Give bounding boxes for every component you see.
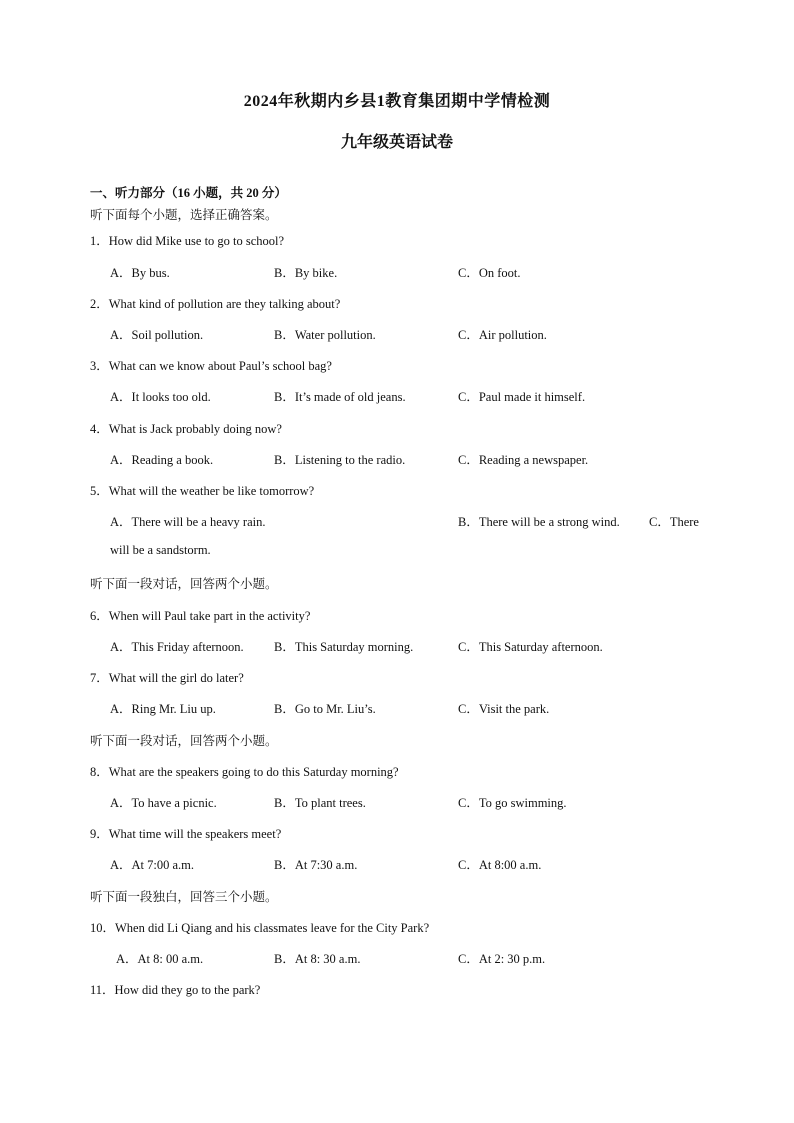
dialogue-instruction-2: 听下面一段对话，回答两个小题。 [90, 734, 278, 748]
section-instruction: 听下面每个小题，选择正确答案。 [90, 208, 278, 222]
exam-title: 2024年秋期内乡县1教育集团期中学情检测 [243, 93, 551, 110]
q8-option-c: C．To go swimming. [458, 796, 567, 810]
q7-option-c: C．Visit the park. [458, 702, 550, 716]
q2-option-a: A．Soil pollution. [110, 328, 204, 342]
monologue-instruction: 听下面一段独白，回答三个小题。 [90, 890, 278, 904]
q9-option-c: C．At 8:00 a.m. [458, 858, 542, 872]
q3-option-a: A．It looks too old. [110, 390, 211, 404]
q1-option-a: A．By bus. [110, 266, 170, 280]
q4-option-b: B．Listening to the radio. [274, 453, 406, 467]
q10-option-b: B．At 8: 30 a.m. [274, 952, 361, 966]
q8-option-b: B．To plant trees. [274, 796, 366, 810]
q5-option-c: C．There [649, 515, 699, 529]
q2-option-b: B．Water pollution. [274, 328, 376, 342]
q1-option-c: C．On foot. [458, 266, 521, 280]
q1-option-b: B．By bike. [274, 266, 338, 280]
q4-option-c: C．Reading a newspaper. [458, 453, 589, 467]
dialogue-instruction-1: 听下面一段对话，回答两个小题。 [90, 577, 278, 591]
q7-option-a: A．Ring Mr. Liu up. [110, 702, 216, 716]
q5-option-b: B．There will be a strong wind. [458, 515, 620, 529]
q3-option-c: C．Paul made it himself. [458, 390, 586, 404]
question-10: 10．When did Li Qiang and his classmates leave for the City Park? [90, 921, 430, 935]
question-11: 11．How did they go to the park? [90, 983, 261, 997]
q4-option-a: A．Reading a book. [110, 453, 214, 467]
section-heading: 一、听力部分（16 小题，共 20 分） [90, 186, 287, 200]
question-1: 1．How did Mike use to go to school? [90, 234, 285, 248]
q3-option-b: B．It’s made of old jeans. [274, 390, 406, 404]
q9-option-a: A．At 7:00 a.m. [110, 858, 195, 872]
q8-option-a: A．To have a picnic. [110, 796, 217, 810]
q6-option-a: A．This Friday afternoon. [110, 640, 244, 654]
q7-option-b: B．Go to Mr. Liu’s. [274, 702, 376, 716]
question-8: 8．What are the speakers going to do this Saturday morning? [90, 765, 399, 779]
question-7: 7．What will the girl do later? [90, 671, 244, 685]
q10-option-c: C．At 2: 30 p.m. [458, 952, 546, 966]
q2-option-c: C．Air pollution. [458, 328, 547, 342]
question-5: 5．What will the weather be like tomorrow? [90, 484, 315, 498]
q5-option-a: A．There will be a heavy rain. [110, 515, 266, 529]
q10-option-a: A．At 8: 00 a.m. [116, 952, 204, 966]
question-6: 6．When will Paul take part in the activity? [90, 609, 311, 623]
question-2: 2．What kind of pollution are they talking about? [90, 297, 341, 311]
q6-option-c: C．This Saturday afternoon. [458, 640, 603, 654]
question-3: 3．What can we know about Paul’s school bag? [90, 359, 332, 373]
question-4: 4．What is Jack probably doing now? [90, 422, 282, 436]
exam-subtitle: 九年级英语试卷 [340, 134, 453, 151]
q5-option-c-continued: will be a sandstorm. [110, 543, 211, 557]
q6-option-b: B．This Saturday morning. [274, 640, 414, 654]
question-9: 9．What time will the speakers meet? [90, 827, 282, 841]
q9-option-b: B．At 7:30 a.m. [274, 858, 358, 872]
